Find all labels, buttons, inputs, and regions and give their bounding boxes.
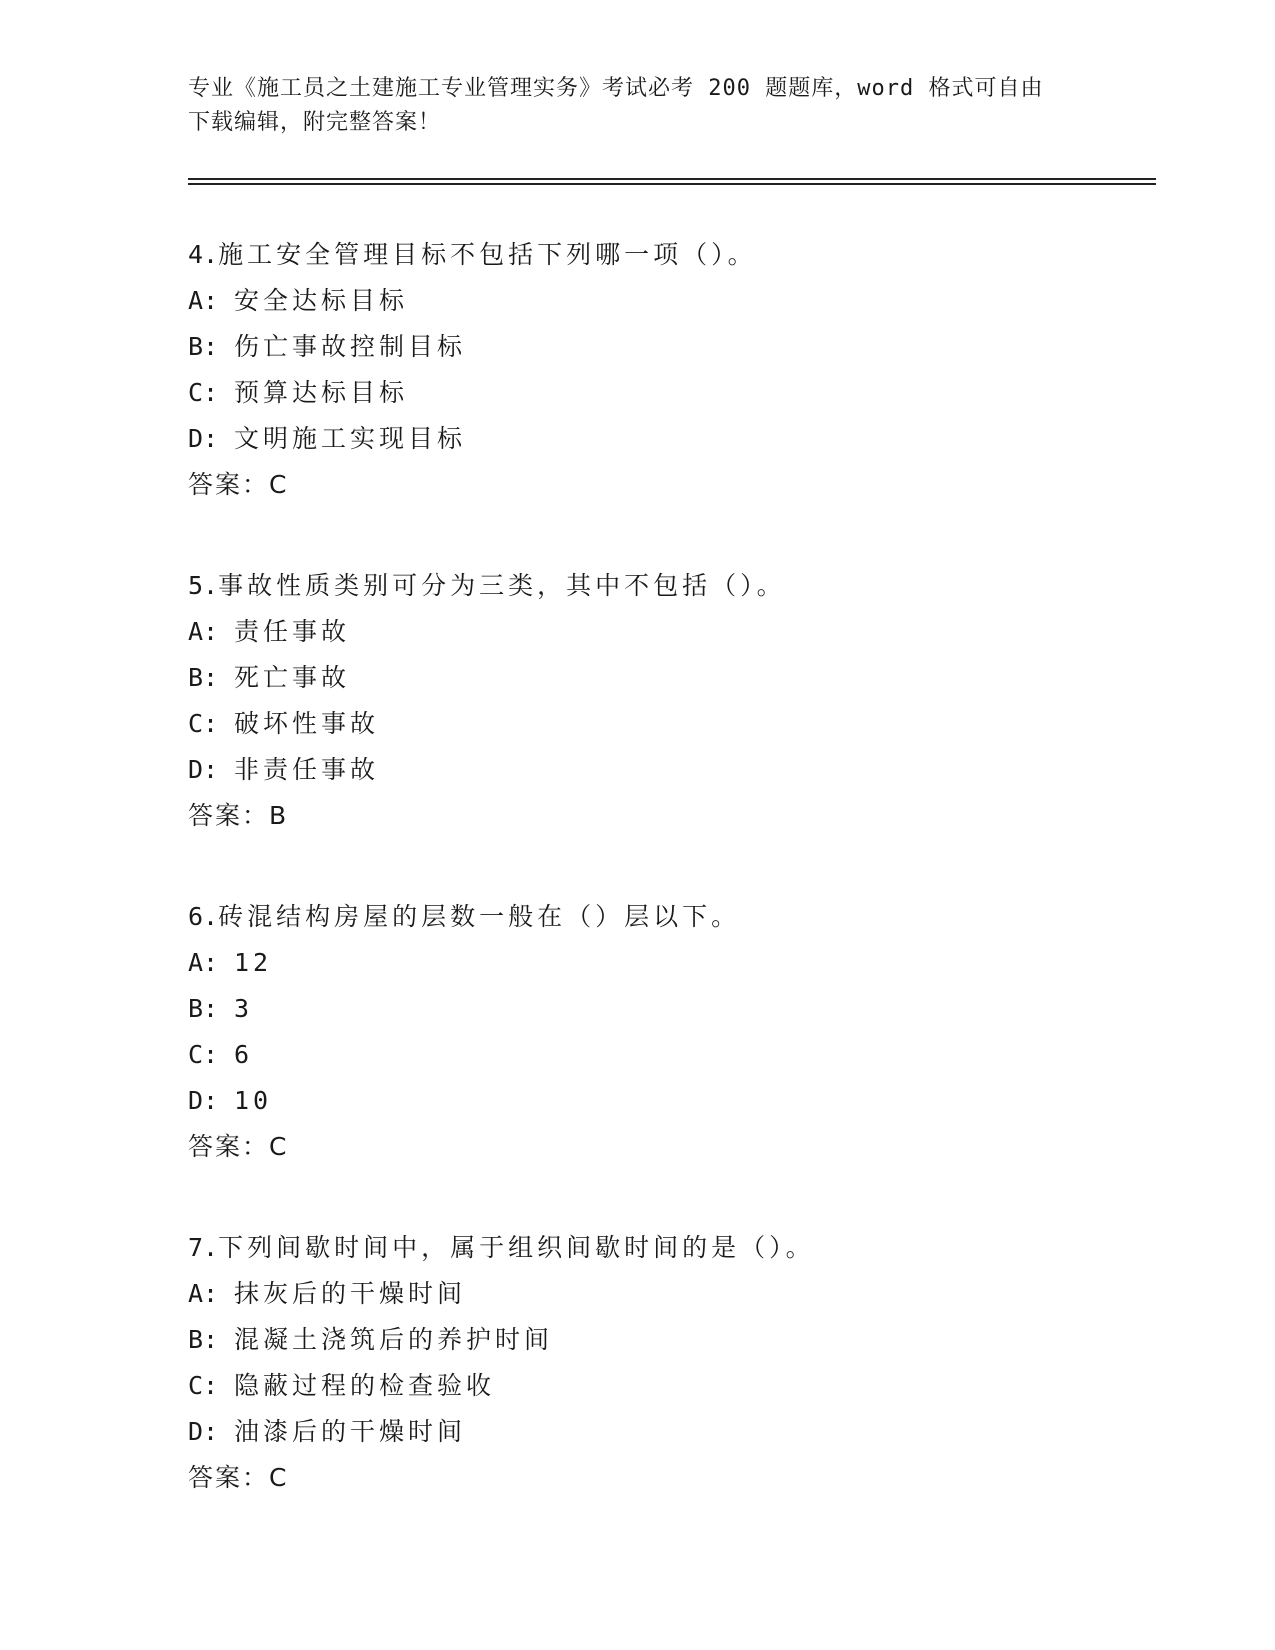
option-b bbox=[188, 986, 1156, 1032]
option-a bbox=[188, 278, 1156, 324]
answer-line: 答案：B bbox=[188, 801, 289, 830]
option-letter: B: bbox=[188, 332, 219, 361]
question-number: 7. bbox=[188, 1233, 219, 1262]
option-text: 12 bbox=[234, 948, 273, 977]
option-text: 破坏性事故 bbox=[234, 709, 380, 738]
question-number: 6. bbox=[188, 902, 219, 931]
question-number: 5. bbox=[188, 571, 219, 600]
option-letter: C: bbox=[188, 1040, 219, 1069]
option-text: 责任事故 bbox=[234, 617, 351, 646]
question-stem bbox=[188, 232, 1156, 278]
document-header bbox=[188, 72, 1088, 140]
option-letter: B: bbox=[188, 663, 219, 692]
header-divider-bottom bbox=[188, 183, 1156, 185]
option-letter: D: bbox=[188, 755, 219, 784]
option-text: 3 bbox=[234, 994, 254, 1023]
option-letter: B: bbox=[188, 994, 219, 1023]
question-6 bbox=[188, 894, 1156, 1170]
option-b bbox=[188, 655, 1156, 701]
option-text: 非责任事故 bbox=[234, 755, 380, 784]
option-c bbox=[188, 370, 1156, 416]
option-letter: D: bbox=[188, 424, 219, 453]
option-c bbox=[188, 1363, 1156, 1409]
question-text: 砖混结构房屋的层数一般在（）层以下。 bbox=[218, 902, 741, 931]
question-text: 下列间歇时间中，属于组织间歇时间的是（）。 bbox=[218, 1233, 815, 1262]
option-a bbox=[188, 940, 1156, 986]
question-4 bbox=[188, 232, 1156, 508]
question-text: 施工安全管理目标不包括下列哪一项（）。 bbox=[218, 240, 757, 269]
question-stem bbox=[188, 894, 1156, 940]
option-text: 10 bbox=[234, 1086, 273, 1115]
option-text: 6 bbox=[234, 1040, 254, 1069]
question-5 bbox=[188, 563, 1156, 839]
question-list bbox=[188, 232, 1156, 1556]
option-text: 油漆后的干燥时间 bbox=[234, 1417, 467, 1446]
option-text: 死亡事故 bbox=[234, 663, 351, 692]
option-letter: D: bbox=[188, 1417, 219, 1446]
header-line-1: 专业《施工员之土建施工专业管理实务》考试必考 200 题题库，word 格式可自由 bbox=[188, 76, 1044, 101]
option-d bbox=[188, 1078, 1156, 1124]
option-letter: A: bbox=[188, 948, 219, 977]
question-7 bbox=[188, 1225, 1156, 1501]
option-b bbox=[188, 1317, 1156, 1363]
answer-line: 答案：C bbox=[188, 1132, 289, 1161]
option-text: 安全达标目标 bbox=[234, 286, 409, 315]
option-d bbox=[188, 416, 1156, 462]
option-text: 文明施工实现目标 bbox=[234, 424, 467, 453]
option-d bbox=[188, 1409, 1156, 1455]
option-letter: B: bbox=[188, 1325, 219, 1354]
option-letter: A: bbox=[188, 1279, 219, 1308]
option-text: 预算达标目标 bbox=[234, 378, 409, 407]
answer-line: 答案：C bbox=[188, 470, 289, 499]
option-text: 隐蔽过程的检查验收 bbox=[234, 1371, 496, 1400]
option-d bbox=[188, 747, 1156, 793]
question-stem bbox=[188, 1225, 1156, 1271]
option-text: 抹灰后的干燥时间 bbox=[234, 1279, 467, 1308]
option-b bbox=[188, 324, 1156, 370]
option-c bbox=[188, 1032, 1156, 1078]
option-letter: A: bbox=[188, 286, 219, 315]
header-line-2: 下载编辑，附完整答案！ bbox=[188, 110, 442, 135]
option-letter: D: bbox=[188, 1086, 219, 1115]
option-letter: A: bbox=[188, 617, 219, 646]
option-text: 混凝土浇筑后的养护时间 bbox=[234, 1325, 554, 1354]
option-c bbox=[188, 701, 1156, 747]
option-letter: C: bbox=[188, 378, 219, 407]
option-letter: C: bbox=[188, 709, 219, 738]
question-text: 事故性质类别可分为三类，其中不包括（）。 bbox=[218, 571, 786, 600]
question-stem bbox=[188, 563, 1156, 609]
question-number: 4. bbox=[188, 240, 219, 269]
option-a bbox=[188, 609, 1156, 655]
option-a bbox=[188, 1271, 1156, 1317]
option-letter: C: bbox=[188, 1371, 219, 1400]
answer-line: 答案：C bbox=[188, 1463, 289, 1492]
option-text: 伤亡事故控制目标 bbox=[234, 332, 467, 361]
header-divider-top bbox=[188, 178, 1156, 180]
